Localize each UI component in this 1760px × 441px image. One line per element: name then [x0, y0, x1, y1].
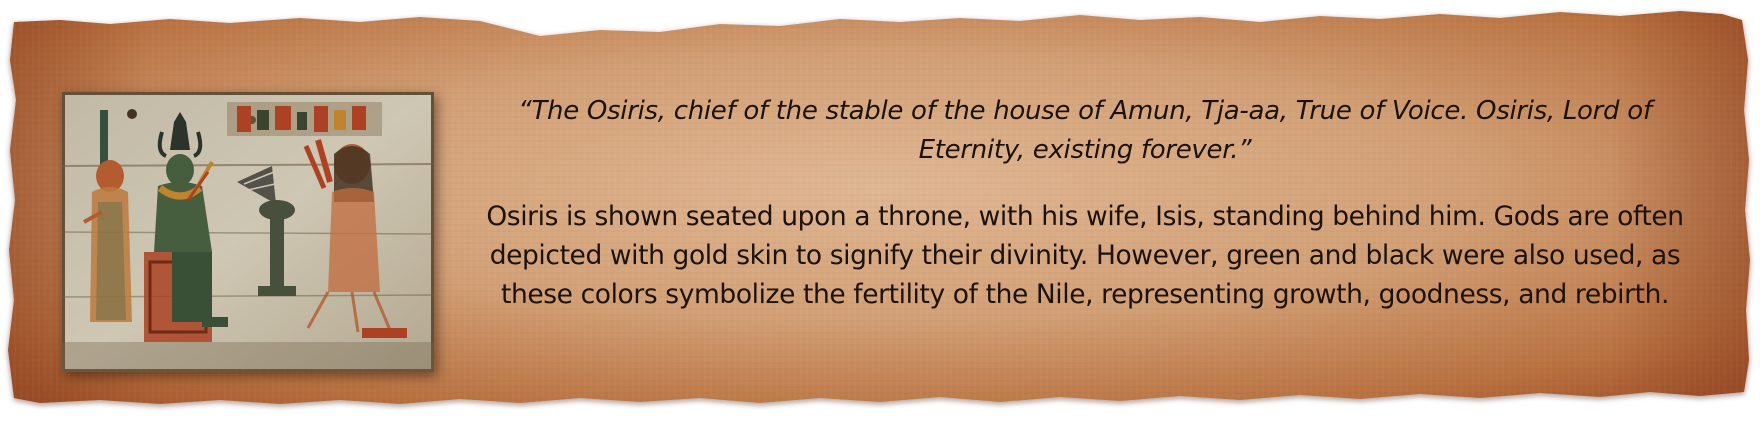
text-block [470, 92, 1700, 314]
description-paragraph: Osiris is shown seated upon a throne, with his wife, Isis, standing behind him. Gods are often depicted with gold skin to signify their divinity. However, green and black were also used, as these colors symbolize the fertility of the Nile, representing growth, goodness, and rebirth. [486, 201, 1684, 310]
inscription-quote: “The Osiris, chief of the stable of the house of Amun, Tja-aa, True of Voice. Osiris, Lord of Eternity, existing forever.” [518, 96, 1652, 165]
artifact-image [62, 92, 434, 372]
